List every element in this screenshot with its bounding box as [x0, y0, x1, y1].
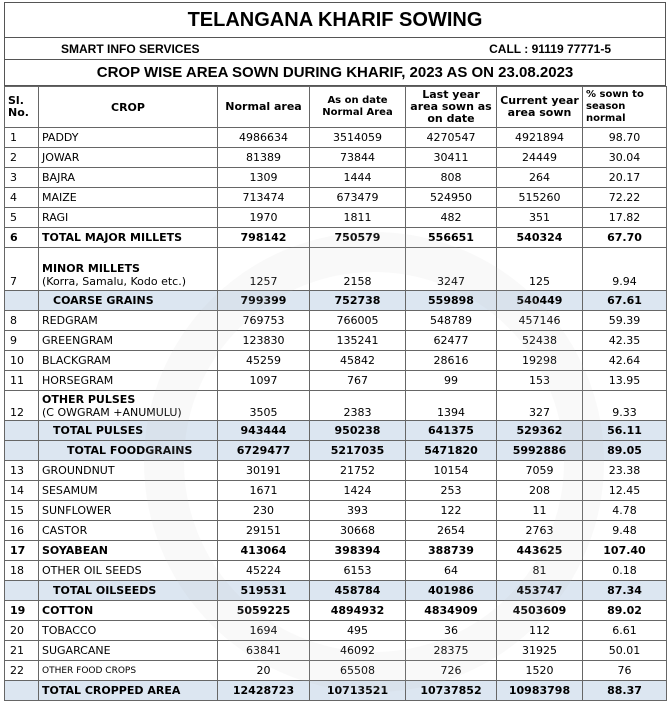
cell-current: 31925 [497, 641, 583, 661]
cell-crop: SOYABEAN [39, 541, 218, 561]
cell-crop: SESAMUM [39, 481, 218, 501]
cell-last: 64 [406, 561, 497, 581]
cell-sl: 4 [5, 188, 39, 208]
cell-sl: 5 [5, 208, 39, 228]
cell-normal: 943444 [218, 421, 310, 441]
org-name: SMART INFO SERVICES [61, 41, 200, 56]
cell-ason: 2158 [310, 248, 406, 291]
cell-last: 524950 [406, 188, 497, 208]
cell-pct: 9.94 [583, 248, 667, 291]
cell-sl: 22 [5, 661, 39, 681]
cell-pct: 88.37 [583, 681, 667, 701]
cell-pct: 107.40 [583, 541, 667, 561]
cell-current: 153 [497, 371, 583, 391]
cell-ason: 5217035 [310, 441, 406, 461]
cell-current: 4921894 [497, 128, 583, 148]
cell-sl [5, 581, 39, 601]
cell-last: 1394 [406, 391, 497, 421]
cell-normal: 1309 [218, 168, 310, 188]
cell-ason: 1811 [310, 208, 406, 228]
cell-sl: 15 [5, 501, 39, 521]
col-normal: Normal area [218, 87, 310, 128]
cell-crop: COTTON [39, 601, 218, 621]
cell-sl: 11 [5, 371, 39, 391]
table-header-row [5, 87, 667, 128]
cell-normal: 713474 [218, 188, 310, 208]
col-current: Current year area sown [497, 87, 583, 128]
cell-sl: 18 [5, 561, 39, 581]
cell-ason: 46092 [310, 641, 406, 661]
cell-last: 556651 [406, 228, 497, 248]
table-row [5, 421, 667, 441]
cell-normal: 20 [218, 661, 310, 681]
cell-last: 28375 [406, 641, 497, 661]
table-row [5, 441, 667, 461]
cell-current: 540449 [497, 291, 583, 311]
table-row [5, 661, 667, 681]
cell-normal: 1970 [218, 208, 310, 228]
table-row [5, 641, 667, 661]
cell-sl [5, 441, 39, 461]
cell-ason: 4894932 [310, 601, 406, 621]
cell-crop: JOWAR [39, 148, 218, 168]
cell-normal: 519531 [218, 581, 310, 601]
cell-last: 28616 [406, 351, 497, 371]
table-row [5, 128, 667, 148]
table-body [5, 128, 667, 701]
table-row [5, 291, 667, 311]
cell-current: 81 [497, 561, 583, 581]
cell-sl [5, 681, 39, 701]
cell-sl: 20 [5, 621, 39, 641]
cell-normal: 1097 [218, 371, 310, 391]
cell-crop: GREENGRAM [39, 331, 218, 351]
table-row [5, 561, 667, 581]
cell-crop: SUNFLOWER [39, 501, 218, 521]
cell-last: 548789 [406, 311, 497, 331]
cell-current: 540324 [497, 228, 583, 248]
cell-crop: GROUNDNUT [39, 461, 218, 481]
cell-crop: REDGRAM [39, 311, 218, 331]
cell-pct: 72.22 [583, 188, 667, 208]
cell-sl: 9 [5, 331, 39, 351]
col-pct: % sown to season normal [583, 87, 667, 128]
cell-current: 208 [497, 481, 583, 501]
cell-sl: 19 [5, 601, 39, 621]
table-row [5, 581, 667, 601]
cell-last: 253 [406, 481, 497, 501]
cell-last: 641375 [406, 421, 497, 441]
call-number: CALL : 91119 77771-5 [489, 41, 611, 56]
crop-area-table [4, 86, 667, 701]
table-row [5, 148, 667, 168]
cell-pct: 12.45 [583, 481, 667, 501]
cell-sl: 8 [5, 311, 39, 331]
cell-pct: 50.01 [583, 641, 667, 661]
cell-pct: 6.61 [583, 621, 667, 641]
cell-current: 327 [497, 391, 583, 421]
cell-ason: 65508 [310, 661, 406, 681]
cell-normal: 63841 [218, 641, 310, 661]
cell-pct: 89.05 [583, 441, 667, 461]
cell-ason: 752738 [310, 291, 406, 311]
cell-crop: OTHER FOOD CROPS [39, 661, 218, 681]
cell-crop: TOTAL MAJOR MILLETS [39, 228, 218, 248]
cell-normal: 29151 [218, 521, 310, 541]
cell-ason: 458784 [310, 581, 406, 601]
cell-current: 112 [497, 621, 583, 641]
cell-normal: 1257 [218, 248, 310, 291]
report-title: TELANGANA KHARIF SOWING [4, 2, 666, 37]
cell-normal: 5059225 [218, 601, 310, 621]
cell-current: 453747 [497, 581, 583, 601]
cell-current: 529362 [497, 421, 583, 441]
cell-pct: 4.78 [583, 501, 667, 521]
table-row [5, 461, 667, 481]
cell-sl [5, 421, 39, 441]
cell-ason: 393 [310, 501, 406, 521]
cell-last: 4270547 [406, 128, 497, 148]
col-sl: Sl. No. [5, 87, 39, 128]
col-crop: CROP [39, 87, 218, 128]
crop-group-detail: (C OWGRAM +ANUMULU) [42, 406, 182, 419]
report-sheet [4, 2, 666, 701]
table-row [5, 228, 667, 248]
cell-normal: 798142 [218, 228, 310, 248]
cell-crop [39, 248, 218, 291]
cell-current: 11 [497, 501, 583, 521]
cell-pct: 42.64 [583, 351, 667, 371]
table-row [5, 351, 667, 371]
cell-ason: 1444 [310, 168, 406, 188]
cell-current: 515260 [497, 188, 583, 208]
cell-current: 24449 [497, 148, 583, 168]
table-row [5, 601, 667, 621]
cell-sl: 14 [5, 481, 39, 501]
cell-normal: 769753 [218, 311, 310, 331]
cell-sl: 10 [5, 351, 39, 371]
cell-crop: TOTAL CROPPED AREA [39, 681, 218, 701]
cell-last: 30411 [406, 148, 497, 168]
cell-crop: TOBACCO [39, 621, 218, 641]
cell-current: 264 [497, 168, 583, 188]
cell-pct: 67.70 [583, 228, 667, 248]
table-row [5, 621, 667, 641]
cell-current: 2763 [497, 521, 583, 541]
cell-last: 388739 [406, 541, 497, 561]
cell-last: 4834909 [406, 601, 497, 621]
cell-normal: 45259 [218, 351, 310, 371]
cell-ason: 6153 [310, 561, 406, 581]
cell-crop: RAGI [39, 208, 218, 228]
cell-ason: 398394 [310, 541, 406, 561]
cell-crop: PADDY [39, 128, 218, 148]
cell-last: 122 [406, 501, 497, 521]
cell-last: 559898 [406, 291, 497, 311]
cell-sl: 12 [5, 391, 39, 421]
cell-current: 7059 [497, 461, 583, 481]
cell-crop: TOTAL FOODGRAINS [39, 441, 218, 461]
cell-pct: 59.39 [583, 311, 667, 331]
cell-last: 726 [406, 661, 497, 681]
col-last: Last year area sown as on date [406, 87, 497, 128]
cell-ason: 10713521 [310, 681, 406, 701]
cell-pct: 0.18 [583, 561, 667, 581]
cell-pct: 76 [583, 661, 667, 681]
table-row [5, 168, 667, 188]
cell-last: 99 [406, 371, 497, 391]
cell-sl: 17 [5, 541, 39, 561]
cell-ason: 1424 [310, 481, 406, 501]
crop-group-label: OTHER PULSES [42, 393, 136, 406]
cell-current: 457146 [497, 311, 583, 331]
col-ason: As on date Normal Area [310, 87, 406, 128]
info-bar [4, 37, 666, 59]
cell-ason: 950238 [310, 421, 406, 441]
cell-normal: 12428723 [218, 681, 310, 701]
cell-pct: 23.38 [583, 461, 667, 481]
cell-current: 5992886 [497, 441, 583, 461]
table-row [5, 681, 667, 701]
cell-last: 62477 [406, 331, 497, 351]
cell-normal: 1671 [218, 481, 310, 501]
cell-current: 1520 [497, 661, 583, 681]
cell-normal: 45224 [218, 561, 310, 581]
cell-pct: 56.11 [583, 421, 667, 441]
cell-crop: TOTAL OILSEEDS [39, 581, 218, 601]
table-row [5, 248, 667, 291]
cell-pct: 87.34 [583, 581, 667, 601]
cell-normal: 1694 [218, 621, 310, 641]
cell-crop: SUGARCANE [39, 641, 218, 661]
cell-crop [39, 391, 218, 421]
cell-last: 10737852 [406, 681, 497, 701]
cell-normal: 799399 [218, 291, 310, 311]
cell-ason: 135241 [310, 331, 406, 351]
cell-current: 4503609 [497, 601, 583, 621]
cell-ason: 2383 [310, 391, 406, 421]
crop-group-detail: (Korra, Samalu, Kodo etc.) [42, 275, 186, 288]
cell-last: 10154 [406, 461, 497, 481]
table-row [5, 481, 667, 501]
table-row [5, 541, 667, 561]
table-row [5, 331, 667, 351]
cell-current: 443625 [497, 541, 583, 561]
cell-ason: 30668 [310, 521, 406, 541]
table-row [5, 371, 667, 391]
cell-pct: 89.02 [583, 601, 667, 621]
cell-last: 401986 [406, 581, 497, 601]
cell-pct: 30.04 [583, 148, 667, 168]
cell-pct: 67.61 [583, 291, 667, 311]
cell-crop: BAJRA [39, 168, 218, 188]
cell-pct: 42.35 [583, 331, 667, 351]
table-row [5, 208, 667, 228]
cell-normal: 4986634 [218, 128, 310, 148]
cell-normal: 413064 [218, 541, 310, 561]
cell-crop: HORSEGRAM [39, 371, 218, 391]
cell-normal: 30191 [218, 461, 310, 481]
cell-sl: 7 [5, 248, 39, 291]
cell-last: 808 [406, 168, 497, 188]
cell-crop: OTHER OIL SEEDS [39, 561, 218, 581]
cell-ason: 767 [310, 371, 406, 391]
cell-sl: 21 [5, 641, 39, 661]
cell-sl [5, 291, 39, 311]
cell-sl: 3 [5, 168, 39, 188]
cell-ason: 3514059 [310, 128, 406, 148]
cell-pct: 17.82 [583, 208, 667, 228]
crop-group-label: MINOR MILLETS [42, 262, 140, 275]
table-row [5, 521, 667, 541]
cell-normal: 81389 [218, 148, 310, 168]
cell-pct: 9.48 [583, 521, 667, 541]
cell-ason: 673479 [310, 188, 406, 208]
report-subtitle: CROP WISE AREA SOWN DURING KHARIF, 2023 AS ON 23.08.2023 [4, 59, 666, 86]
cell-current: 52438 [497, 331, 583, 351]
cell-pct: 20.17 [583, 168, 667, 188]
cell-pct: 9.33 [583, 391, 667, 421]
cell-ason: 73844 [310, 148, 406, 168]
cell-ason: 495 [310, 621, 406, 641]
cell-ason: 750579 [310, 228, 406, 248]
cell-sl: 2 [5, 148, 39, 168]
cell-crop: BLACKGRAM [39, 351, 218, 371]
cell-pct: 98.70 [583, 128, 667, 148]
cell-current: 10983798 [497, 681, 583, 701]
cell-current: 125 [497, 248, 583, 291]
cell-crop: COARSE GRAINS [39, 291, 218, 311]
table-row [5, 501, 667, 521]
cell-crop: CASTOR [39, 521, 218, 541]
table-row [5, 391, 667, 421]
cell-ason: 766005 [310, 311, 406, 331]
table-row [5, 311, 667, 331]
cell-last: 482 [406, 208, 497, 228]
cell-sl: 1 [5, 128, 39, 148]
cell-last: 5471820 [406, 441, 497, 461]
cell-last: 36 [406, 621, 497, 641]
cell-crop: MAIZE [39, 188, 218, 208]
table-row [5, 188, 667, 208]
cell-normal: 230 [218, 501, 310, 521]
cell-sl: 16 [5, 521, 39, 541]
cell-pct: 13.95 [583, 371, 667, 391]
cell-ason: 45842 [310, 351, 406, 371]
cell-last: 2654 [406, 521, 497, 541]
cell-normal: 3505 [218, 391, 310, 421]
cell-crop: TOTAL PULSES [39, 421, 218, 441]
cell-ason: 21752 [310, 461, 406, 481]
cell-normal: 123830 [218, 331, 310, 351]
cell-last: 3247 [406, 248, 497, 291]
cell-sl: 13 [5, 461, 39, 481]
cell-current: 351 [497, 208, 583, 228]
cell-normal: 6729477 [218, 441, 310, 461]
cell-current: 19298 [497, 351, 583, 371]
cell-sl: 6 [5, 228, 39, 248]
